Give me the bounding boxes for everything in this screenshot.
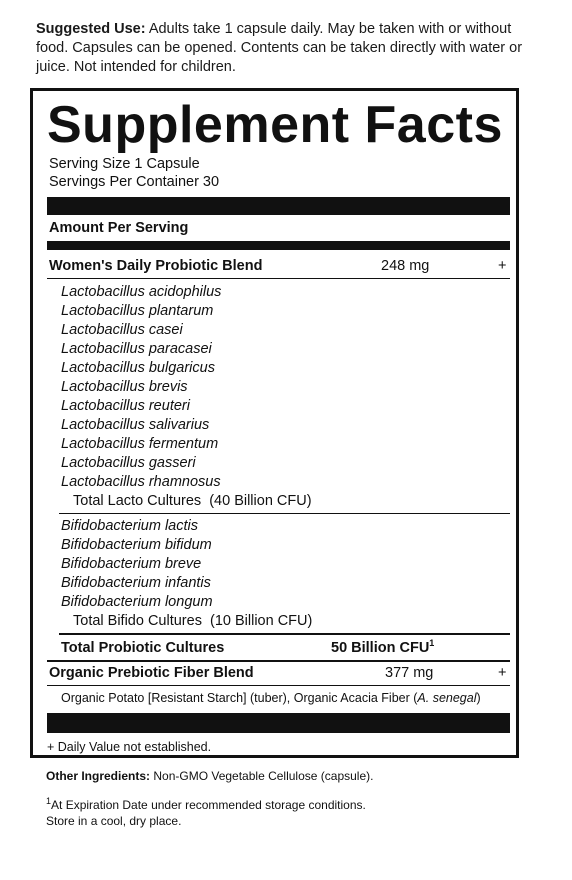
list-item: Lactobacillus salivarius (61, 417, 210, 433)
list-item: Lactobacillus rhamnosus (61, 474, 221, 490)
prebiotic-blend-dv: + (498, 665, 507, 681)
thick-divider-2 (47, 241, 510, 250)
total-probiotic-amount (331, 639, 434, 657)
prebiotic-ingredients (61, 689, 481, 707)
other-ingredients-label: Other Ingredients: (46, 769, 151, 783)
prebiotic-ingredients-text: Organic Potato [Resistant Starch] (tuber), Organic Acacia Fiber ( (61, 691, 418, 705)
thick-divider-1 (47, 197, 510, 215)
thick-divider-3 (47, 713, 510, 733)
amount-per-serving: Amount Per Serving (49, 220, 189, 236)
suggested-use-text: Adults take 1 capsule daily. May be taken with or without food. Capsules can be opened. Contents can be taken directly with water or juice. Not intended for children. (36, 21, 523, 75)
list-item: Lactobacillus brevis (61, 379, 188, 395)
supplement-facts-panel (30, 88, 519, 758)
list-item: Lactobacillus reuteri (61, 398, 190, 414)
footnote-number: 1 (46, 796, 52, 806)
divider-prebiotic (47, 685, 510, 686)
total-bifido: Total Bifido Cultures (10 Billion CFU) (73, 613, 313, 629)
suggested-use-label: Suggested Use: (36, 21, 146, 37)
divider-lacto (59, 513, 510, 514)
list-item: Lactobacillus casei (61, 322, 183, 338)
other-ingredients (46, 768, 373, 784)
divider-blend (47, 278, 510, 279)
suggested-use (36, 20, 536, 77)
serving-size: Serving Size 1 Capsule (49, 156, 200, 172)
list-item: Bifidobacterium longum (61, 594, 213, 610)
list-item: Lactobacillus bulgaricus (61, 360, 215, 376)
footnote-text: At Expiration Date under recommended storage conditions. Store in a cool, dry place. (46, 798, 366, 828)
servings-per-container: Servings Per Container 30 (49, 174, 220, 190)
other-ingredients-text: Non-GMO Vegetable Cellulose (capsule). (150, 769, 374, 783)
prebiotic-blend-name: Organic Prebiotic Fiber Blend (49, 665, 254, 681)
womens-blend-amount: 248 mg (381, 258, 430, 274)
dv-note: + Daily Value not established. (47, 740, 212, 754)
list-item: Lactobacillus plantarum (61, 303, 214, 319)
footnote-marker: 1 (429, 638, 435, 649)
list-item: Bifidobacterium infantis (61, 575, 211, 591)
total-probiotic-name: Total Probiotic Cultures (61, 640, 225, 656)
list-item: Lactobacillus gasseri (61, 455, 196, 471)
list-item: Lactobacillus acidophilus (61, 284, 222, 300)
acacia-species: A. senegal (417, 691, 477, 705)
list-item: Lactobacillus paracasei (61, 341, 212, 357)
panel-title: Supplement Facts (47, 96, 503, 154)
prebiotic-blend-amount: 377 mg (385, 665, 434, 681)
list-item: Bifidobacterium breve (61, 556, 202, 572)
womens-blend-name: Women's Daily Probiotic Blend (49, 258, 263, 274)
divider-bifido (59, 633, 510, 635)
list-item: Bifidobacterium lactis (61, 518, 198, 534)
divider-total (47, 660, 510, 662)
total-probiotic-value: 50 Billion CFU (331, 640, 430, 656)
footnote (46, 797, 366, 829)
prebiotic-close: ) (476, 691, 481, 705)
womens-blend-dv: + (498, 258, 507, 274)
list-item: Lactobacillus fermentum (61, 436, 219, 452)
total-lacto: Total Lacto Cultures (40 Billion CFU) (73, 493, 312, 509)
list-item: Bifidobacterium bifidum (61, 537, 212, 553)
